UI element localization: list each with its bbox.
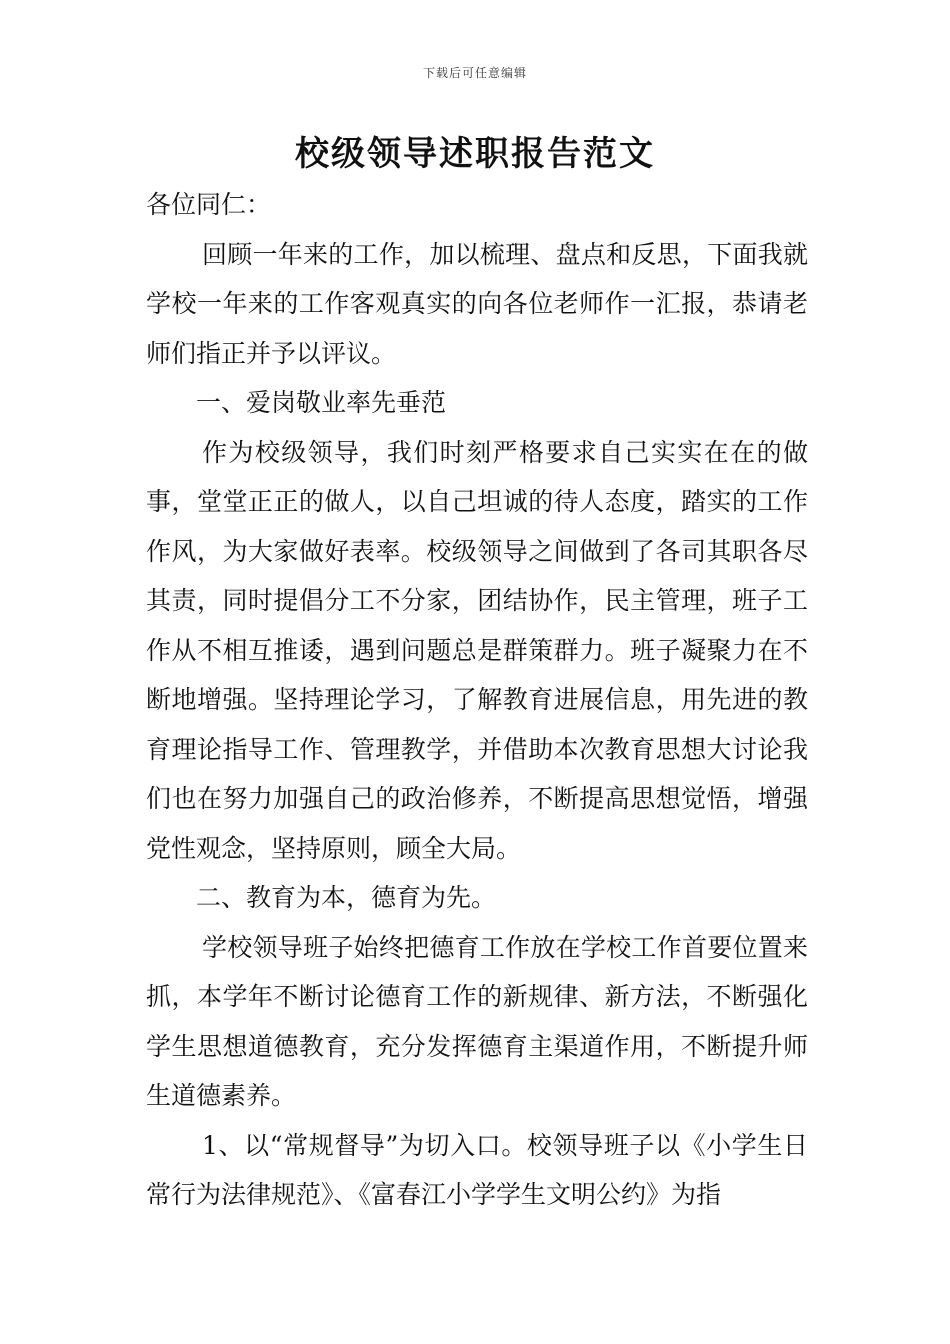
section-heading-1: 一、爱岗敬业率先垂范 <box>196 388 447 417</box>
paragraph-intro: 回顾一年来的工作，加以梳理、盘点和反思，下面我就学校一年来的工作客观真实的向各位老师作一汇报，恭请老师们指正并予以评议。 <box>146 239 808 368</box>
salutation: 各位同仁： <box>146 190 272 219</box>
paragraph-section-2: 学校领导班子始终把德育工作放在学校工作首要位置来抓，本学年不断讨论德育工作的新规律、新方法，不断强化学生思想道德教育，充分发挥德育主渠道作用，不断提升师生道德素养。 <box>146 932 808 1110</box>
paragraph-section-1: 作为校级领导，我们时刻严格要求自己实实在在的做事，堂堂正正的做人，以自己坦诚的待人态度，踏实的工作作风，为大家做好表率。校级领导之间做到了各司其职各尽其责，同时提倡分工不分家，团结协作，民主管理，班子工作从不相互推诿，遇到问题总是群策群力。班子凝聚力在不断地增强。坚持理论学习，了解教育进展信息，用先进的教育理论指导工作、管理教学，并借助本次教育思想大讨论我们也在努力加强自己的政治修养，不断提高思想觉悟，增强党性观念，坚持原则，顾全大局。 <box>146 437 808 863</box>
document-title: 校级领导述职报告范文 <box>295 134 655 174</box>
header-note: 下载后可任意编辑 <box>422 66 527 80</box>
section-heading-2: 二、教育为本，德育为先。 <box>196 883 497 912</box>
document-body <box>146 180 808 1220</box>
paragraph-item-1: 1、以“常规督导”为切入口。校领导班子以《小学生日常行为法律规范》、《富春江小学学生文明公约》为指 <box>146 1130 808 1209</box>
